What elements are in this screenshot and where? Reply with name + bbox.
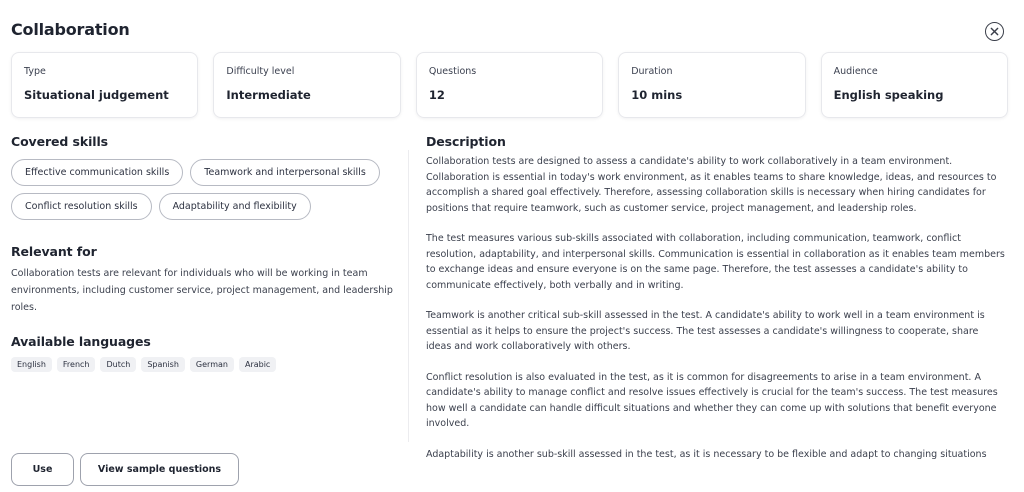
info-card-value: 10 mins [631,88,683,102]
info-card-value: Intermediate [226,88,311,102]
language-list [11,357,396,372]
info-card-label: Duration [631,66,673,77]
left-column [11,134,396,372]
description-paragraph: The test measures various sub-skills associated with collaboration, including communication, teamwork, conflict resolution, adaptability, and interpersonal skills. Communication is essential in collaboration as it enables team members to exchange ideas and ensure everyone is on the same page. Therefore, the test assesses a candidate's ability to communicate effectively, both verbally and in writing. [426,233,1005,291]
info-card-difficulty [213,52,400,118]
available-languages-section [11,334,396,372]
language-chip: German [190,357,234,372]
modal-footer [11,453,239,486]
covered-skills-title: Covered skills [11,134,108,149]
available-languages-title: Available languages [11,334,151,349]
info-card-label: Questions [428,66,477,77]
language-chip: French [57,357,96,372]
modal-title: Collaboration [11,20,130,39]
description-body [426,154,1006,462]
column-divider [408,150,409,442]
description-paragraph: Adaptability is another sub-skill assessed in the test, as it is necessary to be flexible and adapt to changing situations [426,448,987,460]
relevant-for-title: Relevant for [11,244,97,259]
description-panel[interactable] [426,134,1006,460]
relevant-for-section [11,244,396,316]
language-chip: English [11,357,52,372]
description-paragraph: Conflict resolution is also evaluated in the test, as it is common for disagreements to arise in a team environment. A candidate's ability to manage conflict and resolve issues effectively is crucial for the team's success. The test measures how well a candidate can handle difficult situations and whether they can come up with solutions that benefit everyone involved. [426,371,998,429]
language-chip: Spanish [141,357,185,372]
close-icon[interactable] [985,22,1004,41]
info-card-value: Situational judgement [24,88,169,102]
info-card-label: Audience [833,66,878,77]
language-chip: Dutch [100,357,136,372]
info-card-label: Type [24,66,46,77]
info-card-duration [618,52,805,118]
info-card-questions [416,52,603,118]
skill-pill: Adaptability and flexibility [159,193,311,220]
language-chip: Arabic [239,357,276,372]
skill-pill: Teamwork and interpersonal skills [190,159,380,186]
view-sample-questions-button[interactable]: View sample questions [80,453,239,486]
skills-list [11,159,396,220]
use-button[interactable]: Use [11,453,74,486]
info-cards [11,52,1008,118]
description-paragraph: Collaboration tests are designed to assess a candidate's ability to work collaboratively in a team environment. Collaboration is essential in today's work environment, as it enables teams to share knowledge, ideas, and resources to accomplish a shared goal effectively. Therefore, assessing collaboration skills is necessary when hiring candidates for positions that require teamwork, such as customer service, project management, and leadership roles. [426,156,997,214]
info-card-type [11,52,198,118]
description-title: Description [426,134,506,149]
info-card-audience [821,52,1008,118]
info-card-label: Difficulty level [226,66,295,77]
skill-pill: Conflict resolution skills [11,193,152,220]
info-card-value: English speaking [833,88,944,102]
relevant-for-text: Collaboration tests are relevant for individuals who will be working in team environments, including customer service, project management, and leadership roles. [11,268,393,313]
info-card-value: 12 [428,88,445,102]
description-paragraph: Teamwork is another critical sub-skill assessed in the test. A candidate's ability to work well in a team environment is essential as it helps to ensure the project's success. The test assesses a candidate's willingness to cooperate, share ideas and work collaboratively with others. [426,310,985,352]
skill-pill: Effective communication skills [11,159,183,186]
